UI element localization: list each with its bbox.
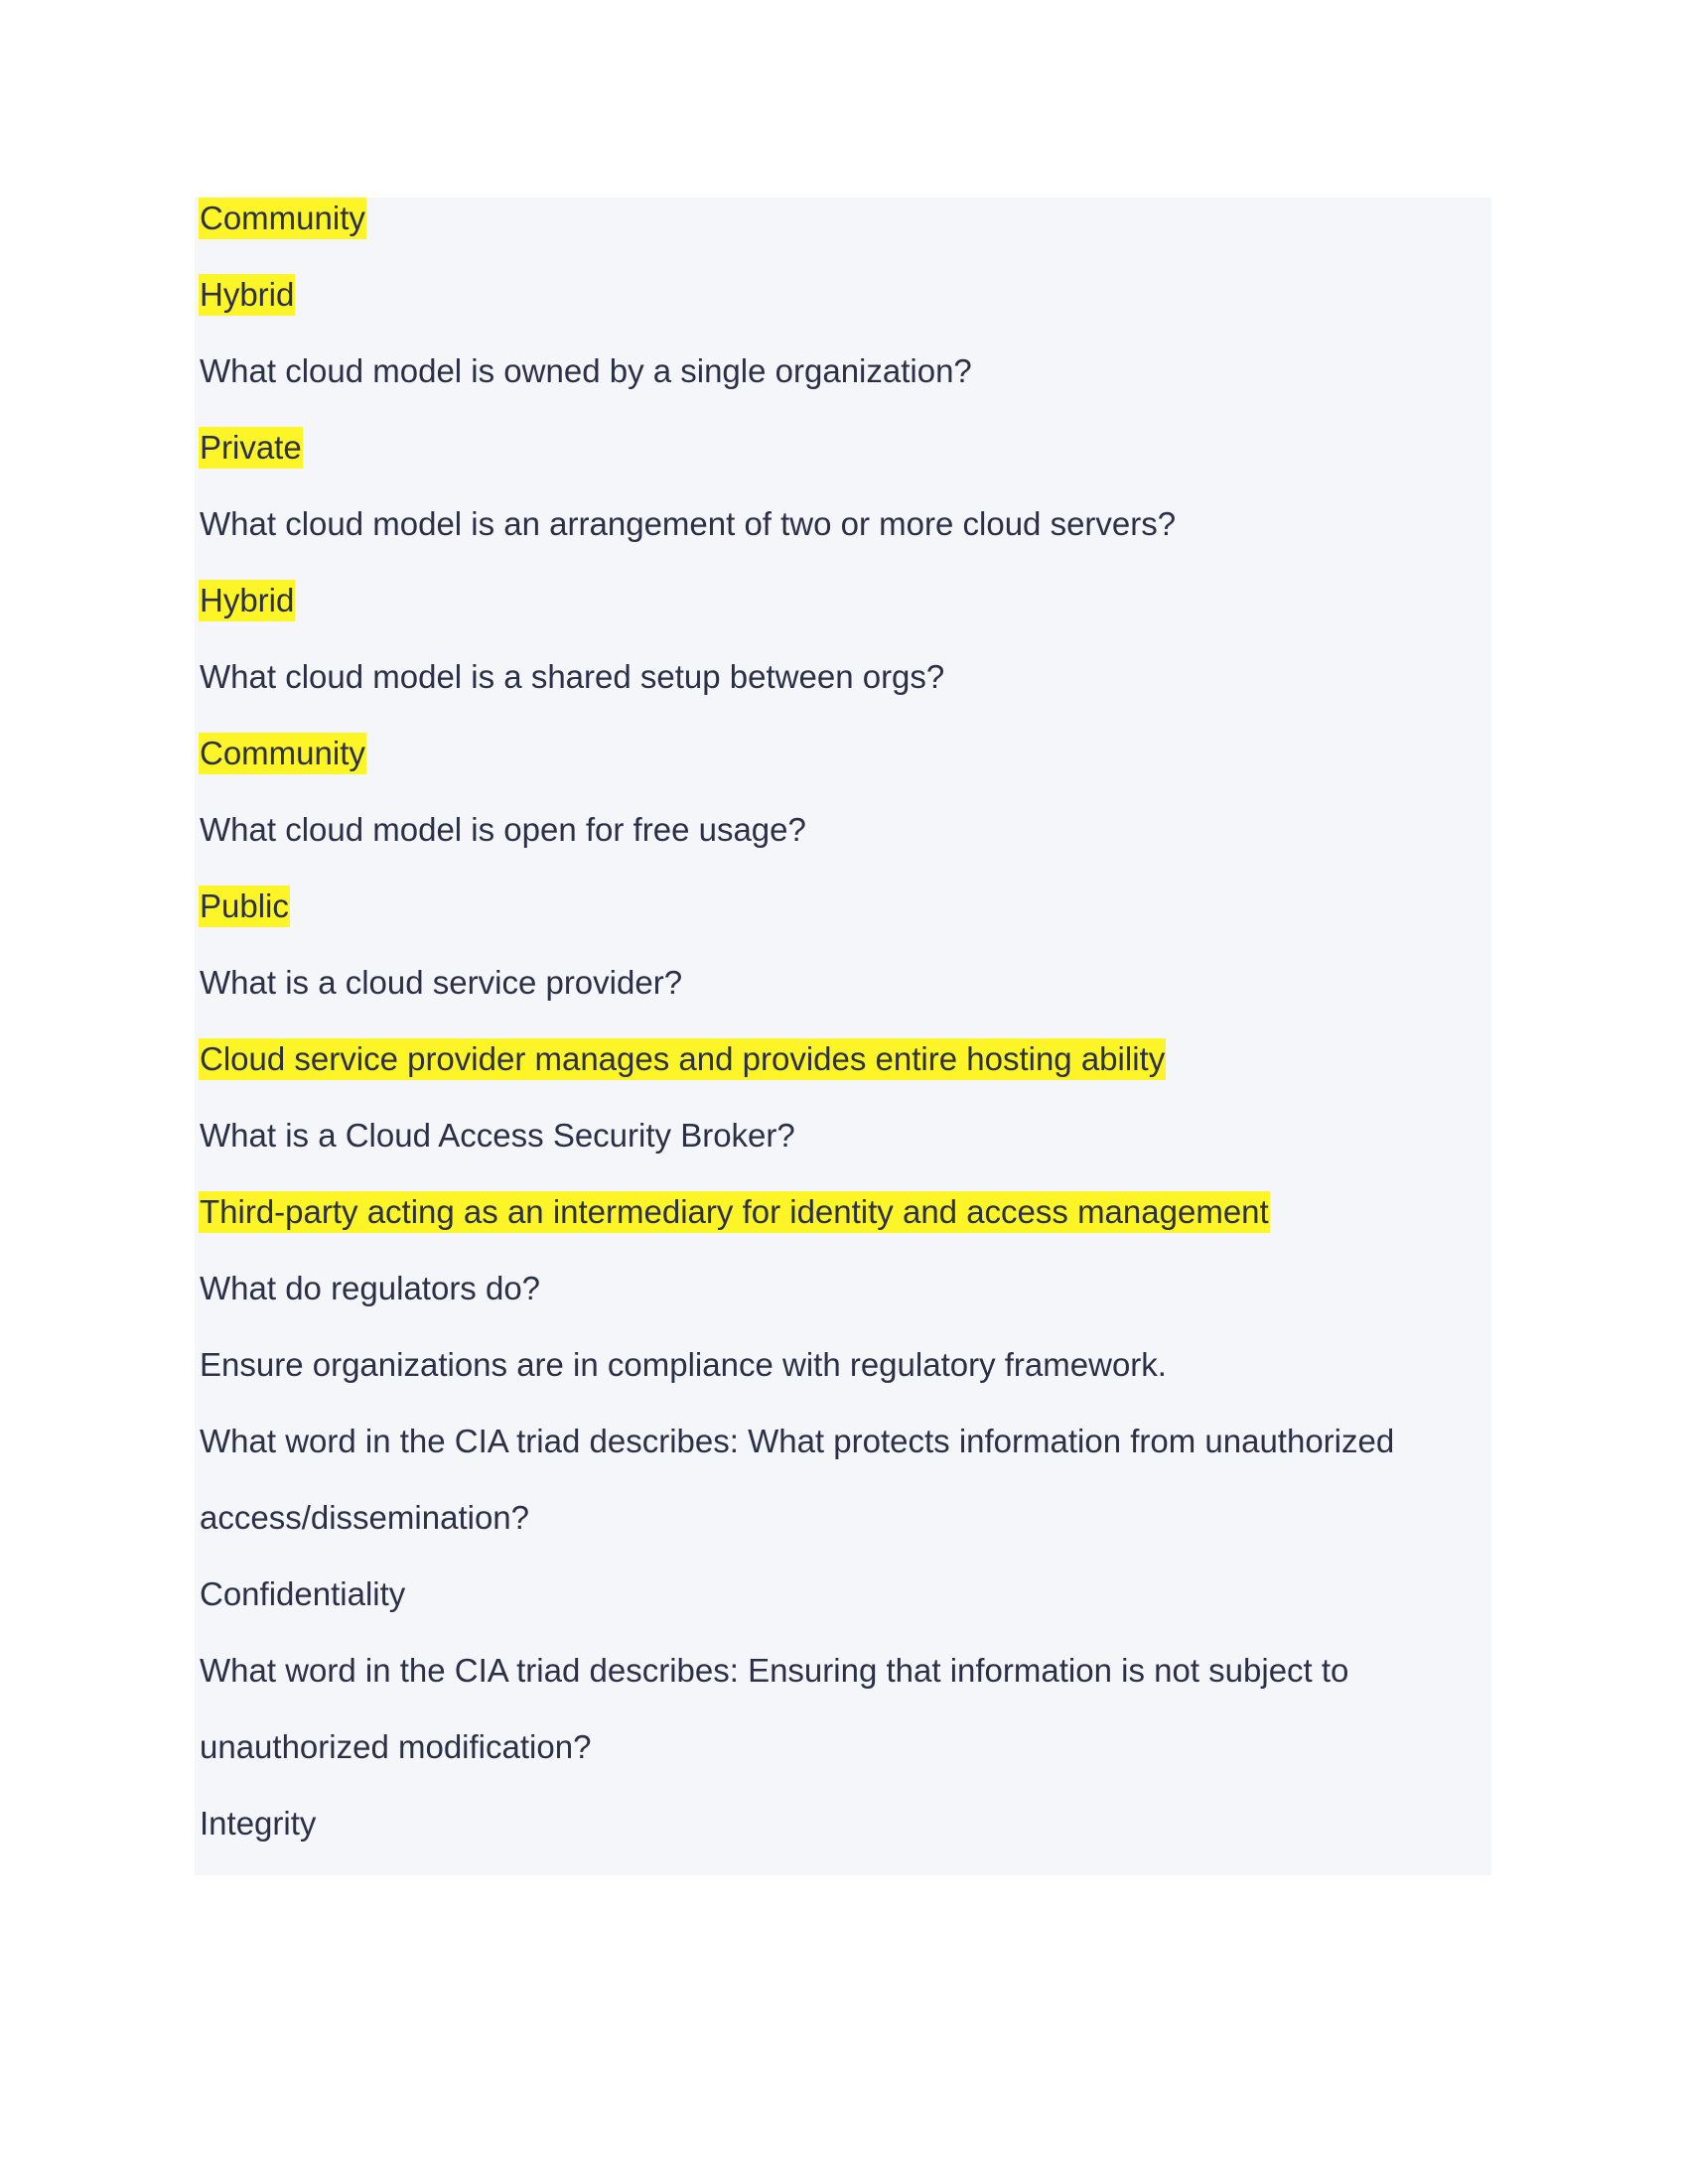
line-text: What cloud model is an arrangement of two or more cloud servers? <box>200 505 1177 542</box>
line-answer-casb <box>199 1191 1489 1268</box>
line-text: What word in the CIA triad describes: What protects information from unauthorized <box>200 1423 1395 1459</box>
line-text: What is a cloud service provider? <box>200 964 683 1001</box>
line-text: Integrity <box>200 1805 317 1842</box>
line-answer-regulators <box>199 1344 1489 1421</box>
line-text: What cloud model is a shared setup between orgs? <box>200 658 945 695</box>
line-answer-public <box>199 886 1489 962</box>
line-text: What word in the CIA triad describes: Ensuring that information is not subject to <box>200 1652 1349 1689</box>
line-question-confidentiality <box>199 1421 1489 1497</box>
line-question-hybrid <box>199 503 1489 580</box>
line-question-regulators <box>199 1268 1489 1344</box>
line-text: Cloud service provider manages and provides entire hosting ability <box>199 1038 1166 1080</box>
line-text: Public <box>199 886 290 927</box>
line-answer-community <box>199 198 1489 274</box>
line-text: What do regulators do? <box>200 1270 541 1306</box>
line-text: What is a Cloud Access Security Broker? <box>200 1117 795 1154</box>
document-text <box>199 198 1489 1879</box>
line-question-casb <box>199 1115 1489 1191</box>
line-text: Community <box>199 733 366 774</box>
line-answer-confidentiality <box>199 1573 1489 1650</box>
line-question-confidentiality-cont <box>199 1497 1489 1573</box>
line-answer-private <box>199 427 1489 503</box>
line-text: What cloud model is owned by a single organization? <box>200 352 972 389</box>
line-question-community <box>199 656 1489 733</box>
line-question-integrity <box>199 1650 1489 1726</box>
line-question-public <box>199 809 1489 886</box>
line-text: Third-party acting as an intermediary for identity and access management <box>199 1191 1270 1233</box>
line-question-csp <box>199 962 1489 1038</box>
line-answer-csp <box>199 1038 1489 1115</box>
line-question-integrity-cont <box>199 1726 1489 1803</box>
line-text: What cloud model is open for free usage? <box>200 811 806 848</box>
line-text: Confidentiality <box>200 1575 406 1612</box>
line-answer-hybrid <box>199 580 1489 656</box>
line-question-private <box>199 350 1489 427</box>
line-text: Private <box>199 427 303 469</box>
line-text: Hybrid <box>199 274 295 316</box>
line-text: Ensure organizations are in compliance with regulatory framework. <box>200 1346 1167 1383</box>
line-answer-integrity <box>199 1803 1489 1879</box>
line-answer-hybrid <box>199 274 1489 350</box>
line-text: unauthorized modification? <box>200 1728 592 1765</box>
line-text: access/dissemination? <box>200 1499 529 1536</box>
line-answer-community <box>199 733 1489 809</box>
line-text: Community <box>199 198 366 239</box>
line-text: Hybrid <box>199 580 295 621</box>
